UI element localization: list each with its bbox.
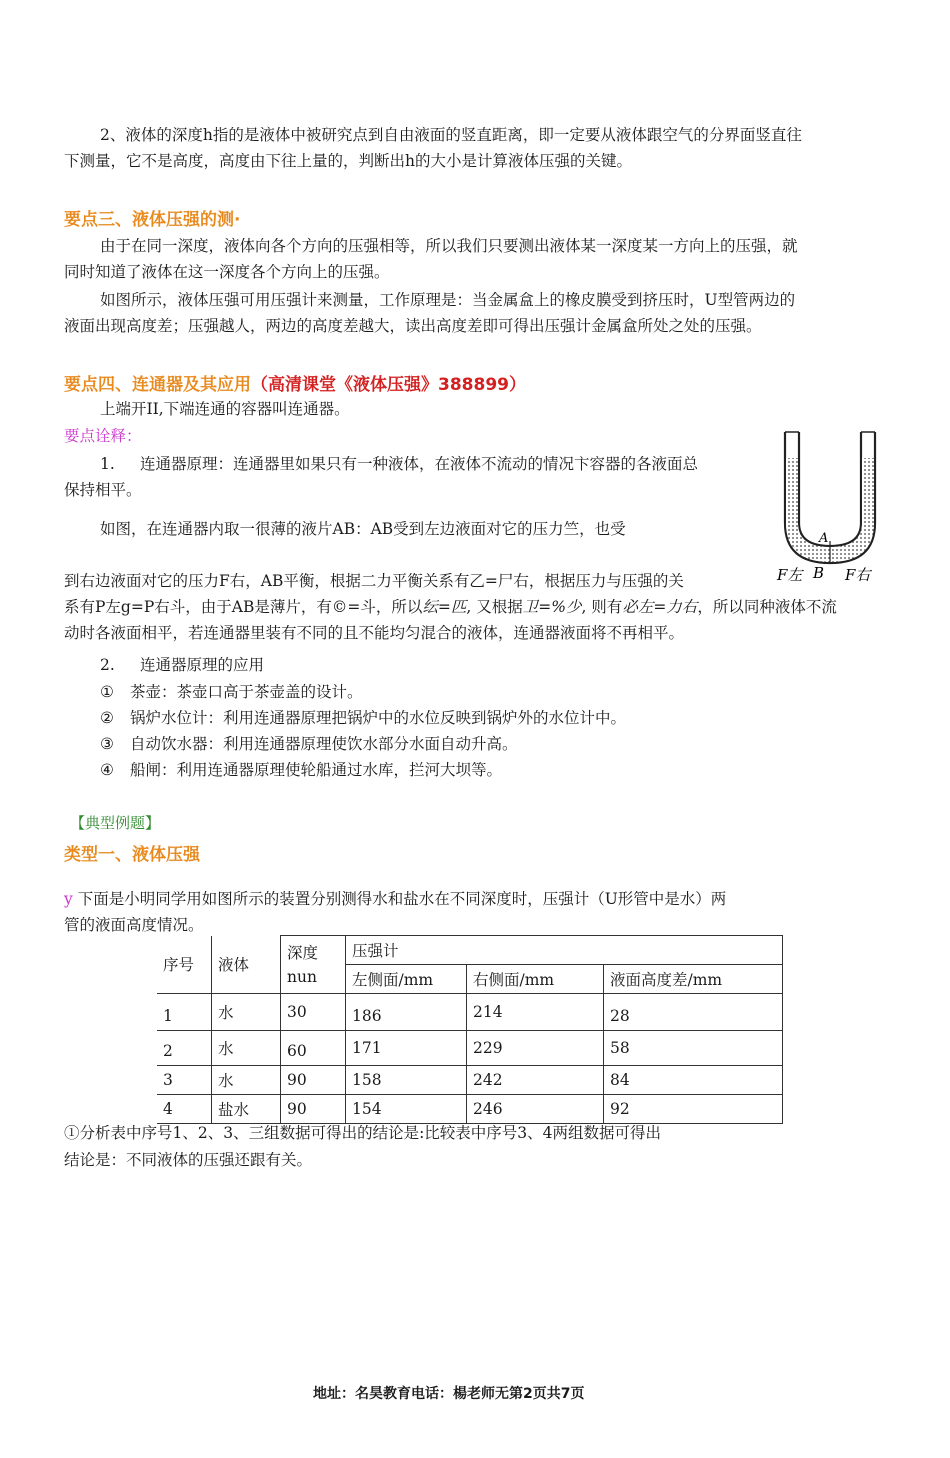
app-4-number: ④: [100, 761, 114, 779]
table-cell: 盐水: [212, 1095, 281, 1124]
paragraph-measure2-line1: 如图所示，液体压强可用压强计来测量，工作原理是：当金属盒上的橡皮膜受到挤压时，U型管两边的: [100, 291, 796, 309]
paragraph-depth-line2: 下测量，它不是高度，高度由下往上量的，判断出h的大小是计算液体压强的关键。: [64, 152, 632, 170]
u-tube-figure: [775, 428, 885, 588]
table-cell: 84: [604, 1066, 783, 1095]
data-table: [157, 935, 783, 1124]
paragraph-figure-line1: 到右边液面对它的压力F右，AB平衡，根据二力平衡关系有乙=尸右，根据压力与压强的关: [64, 572, 684, 590]
heading-point3: 要点三、液体压强的测·: [64, 210, 241, 230]
paragraph-figure-line2-a: 系有P左g=P右斗，由于AB是薄片，有©=斗，所以: [64, 598, 423, 616]
header-serial: 序号: [157, 936, 212, 994]
table-cell: 水: [212, 994, 281, 1031]
paragraph-figure-line3: 动时各液面相平，若连通器里装有不同的且不能均匀混合的液体，连通器液面将不再相平。: [64, 624, 685, 642]
answer-line1: ①分析表中序号1、2、3、三组数据可得出的结论是:比较表中序号3、4两组数据可得出: [64, 1124, 662, 1142]
label-f-right: F右: [845, 566, 871, 584]
paragraph-figure-intro: 如图，在连通器内取一很薄的液片AB：AB受到左边液面对它的压力竺，也受: [100, 520, 626, 538]
page-footer: 地址：名昊教育电话：楊老师无第2页共7页: [313, 1386, 585, 1402]
table-cell: 28: [604, 994, 783, 1031]
paragraph-figure-line2-c: 则有: [591, 598, 623, 616]
header-left-side: 左侧面/mm: [346, 965, 467, 994]
table-cell: 水: [212, 1031, 281, 1066]
label-explanation: 要点诠释：: [64, 427, 142, 445]
item2-number: 2.: [100, 656, 115, 674]
paragraph-figure-line2-d: ，所以同种液体不流: [697, 598, 837, 616]
heading-point4-link[interactable]: （高清课堂《液体压强》388899）: [251, 375, 526, 395]
table-cell: 246: [467, 1095, 604, 1124]
table-row: [157, 1031, 783, 1066]
app-4-text: 船闸：利用连通器原理使轮船通过水库，拦河大坝等。: [130, 761, 503, 779]
label-b: B: [813, 564, 825, 582]
table-cell: 229: [467, 1031, 604, 1066]
paragraph-figure-line2-b: 又根据: [476, 598, 523, 616]
table-cell: 242: [467, 1066, 604, 1095]
app-1-text: 茶壶：茶壶口高于茶壶盖的设计。: [130, 683, 363, 701]
formula-ratio: 纭=匹: [422, 598, 467, 616]
item2-text: 连通器原理的应用: [140, 656, 265, 674]
table-cell: 1: [157, 994, 212, 1031]
label-f-left: F左: [777, 566, 803, 584]
paragraph-definition: 上端开II,下端连通的容器叫连通器。: [100, 400, 350, 418]
table-row: [157, 1066, 783, 1095]
table-cell: 186: [346, 994, 467, 1031]
table-cell: 58: [604, 1031, 783, 1066]
app-3-number: ③: [100, 735, 114, 753]
item1-text: 连通器原理：连通器里如果只有一种液体，在液体不流动的情况卞容器的各液面总: [140, 455, 699, 473]
paragraph-depth-line1: 2、液体的深度h指的是液体中被研究点到自由液面的竖直距离，即一定要从液体跟空气的分界面竖直往: [100, 126, 802, 144]
heading-type1: 类型一、液体压强: [64, 845, 200, 865]
heading-point4: [64, 370, 526, 395]
item1-continuation: 保持相平。: [64, 481, 142, 499]
table-cell: 3: [157, 1066, 212, 1095]
app-2-number: ②: [100, 709, 114, 727]
table-cell: 158: [346, 1066, 467, 1095]
question-line2: 管的液面高度情况。: [64, 916, 204, 934]
heading-point4-main: 要点四、连通器及其应用: [64, 375, 251, 395]
header-depth: [281, 936, 346, 994]
header-gauge: 压强计: [346, 936, 783, 965]
table-cell: 171: [346, 1031, 467, 1066]
app-2-text: 锅炉水位计：利用连通器原理把锅炉中的水位反映到锅炉外的水位计中。: [130, 709, 627, 727]
header-depth-line1: 深度: [287, 943, 319, 962]
header-depth-line2: nun: [287, 967, 317, 986]
app-3-text: 自动饮水器：利用连通器原理使饮水部分水面自动升高。: [130, 735, 518, 753]
table-cell: 2: [157, 1031, 212, 1066]
label-a: A: [819, 531, 829, 546]
header-liquid: 液体: [212, 936, 281, 994]
paragraph-figure-line2: 系有P左g=P右斗，由于AB是薄片，有©=斗，所以纭=匹, 又根据卫=%少, 则有必左=力右，所以同种液体不流: [64, 598, 837, 616]
table-cell: 30: [281, 994, 346, 1031]
formula-height: 必左=力右: [622, 598, 698, 616]
table-cell: 90: [281, 1066, 346, 1095]
table-cell: 154: [346, 1095, 467, 1124]
question-marker: y: [64, 890, 73, 908]
table-cell: 214: [467, 994, 604, 1031]
table-cell: 水: [212, 1066, 281, 1095]
formula-pressure: 卫=%少: [522, 598, 582, 616]
table-cell: 90: [281, 1095, 346, 1124]
paragraph-measure1-line1: 由于在同一深度，液体向各个方向的压强相等，所以我们只要测出液体某一深度某一方向上的压强，就: [100, 237, 798, 255]
table-cell: 92: [604, 1095, 783, 1124]
header-height-diff: 液面高度差/mm: [604, 965, 783, 994]
table-row: [157, 994, 783, 1031]
app-1-number: ①: [100, 683, 114, 701]
paragraph-measure2-line2: 液面出现高度差；压强越人，两边的高度差越大，读出高度差即可得出压强计金属盒所处之处的压强。: [64, 317, 762, 335]
question-text-line1: 下面是小明同学用如图所示的装置分别测得水和盐水在不同深度时，压强计（U形管中是水）两: [77, 890, 727, 908]
u-tube-inner-wall: [799, 432, 861, 546]
table-cell: 4: [157, 1095, 212, 1124]
paragraph-measure1-line2: 同时知道了液体在这一深度各个方向上的压强。: [64, 263, 390, 281]
header-right-side: 右侧面/mm: [467, 965, 604, 994]
item1-number: 1.: [100, 455, 115, 473]
table-cell: 60: [281, 1031, 346, 1066]
label-typical-examples: 【典型例题】: [70, 814, 161, 832]
answer-line2: 结论是：不同液体的压强还跟有关。: [64, 1151, 313, 1169]
question-line1: [64, 886, 726, 912]
